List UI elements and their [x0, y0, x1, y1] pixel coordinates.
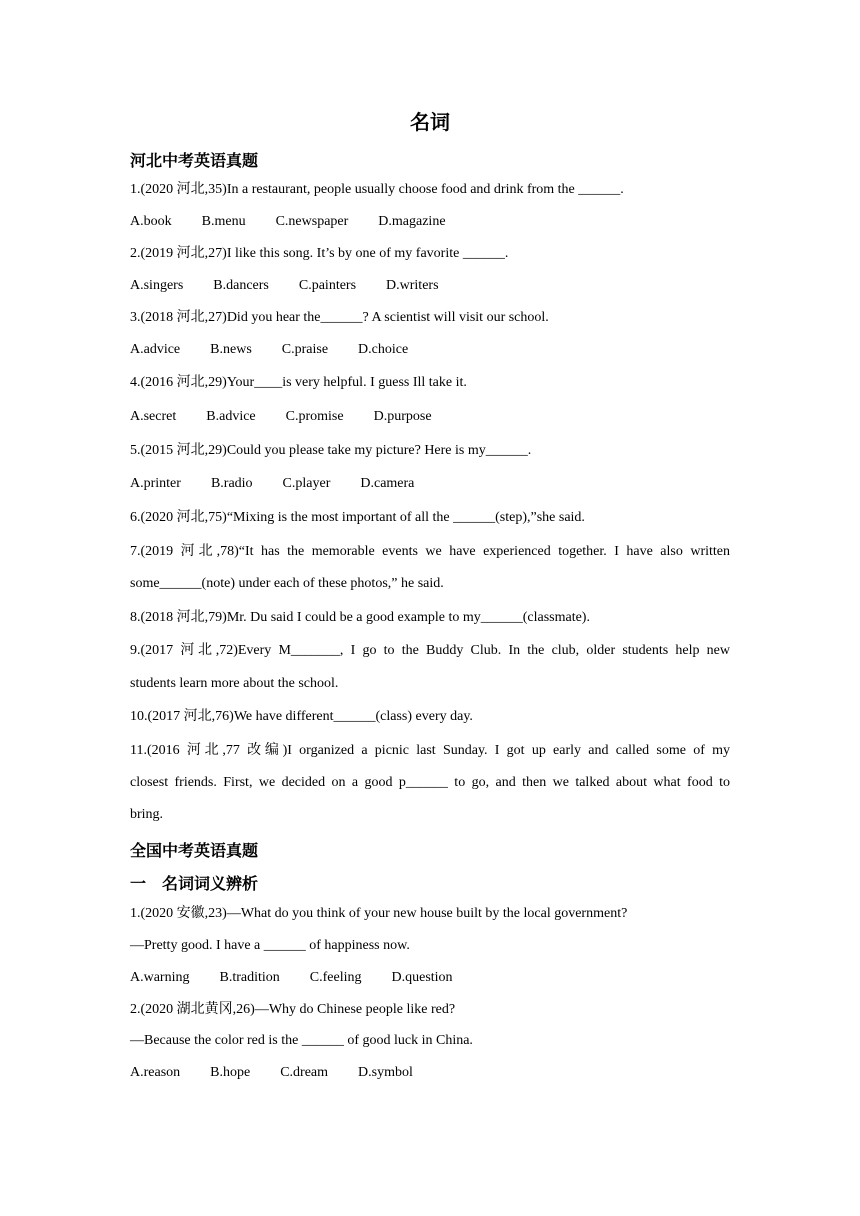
option: D.choice	[358, 342, 409, 357]
options-row	[130, 1064, 730, 1082]
options-row	[130, 408, 730, 426]
options-row	[130, 213, 730, 231]
option: C.newspaper	[275, 214, 349, 229]
option: B.tradition	[219, 970, 280, 985]
question-text: 10.(2017 河北,76)We have different______(class) every day.	[130, 709, 473, 724]
question-text: 4.(2016 河北,29)Your____is very helpful. I guess Ill take it.	[130, 375, 467, 390]
option: C.promise	[285, 409, 344, 424]
section-heading-national: 全国中考英语真题	[130, 841, 259, 860]
question-text: 3.(2018 河北,27)Did you hear the______? A scientist will visit our school.	[130, 310, 549, 325]
option: D.purpose	[373, 409, 432, 424]
question-text: 11.(2016 河北,77 改编)I organized a picnic last Sunday. I got up early and called some of my	[130, 743, 730, 758]
dialogue-line: —Because the color red is the ______ of good luck in China.	[130, 1033, 473, 1048]
dialogue-line: —Pretty good. I have a ______ of happiness now.	[130, 938, 410, 953]
question-text-continued: bring.	[130, 807, 164, 822]
option: D.camera	[360, 476, 415, 491]
question-text: 1.(2020 河北,35)In a restaurant, people usually choose food and drink from the ______.	[130, 182, 624, 197]
question-text: 2.(2020 湖北黄冈,26)—Why do Chinese people like red?	[130, 1002, 456, 1017]
question-text: 6.(2020 河北,75)“Mixing is the most important of all the ______(step),”she said.	[130, 510, 585, 525]
options-row	[130, 475, 730, 493]
option: A.warning	[130, 970, 190, 985]
question-text-continued: some______(note) under each of these photos,” he said.	[130, 576, 444, 591]
option: A.advice	[130, 342, 181, 357]
question-text: 1.(2020 安徽,23)—What do you think of your new house built by the local government?	[130, 906, 628, 921]
option: A.book	[130, 214, 172, 229]
option: D.symbol	[358, 1065, 413, 1080]
option: B.news	[210, 342, 252, 357]
page-title: 名词	[410, 110, 450, 134]
option: A.secret	[130, 409, 177, 424]
question-text-continued: closest friends. First, we decided on a good p______ to go, and then we talked about what food to	[130, 775, 730, 790]
options-row	[130, 969, 730, 987]
option: B.hope	[210, 1065, 251, 1080]
section-heading-hebei: 河北中考英语真题	[130, 151, 259, 170]
option: D.writers	[386, 278, 439, 293]
option: B.menu	[201, 214, 246, 229]
option: A.singers	[130, 278, 184, 293]
subsection-heading: 一 名词词义辨析	[130, 874, 259, 893]
options-row	[130, 341, 730, 359]
option: C.painters	[298, 278, 357, 293]
options-row	[130, 277, 730, 295]
option: C.player	[282, 476, 331, 491]
question-text: 5.(2015 河北,29)Could you please take my picture? Here is my______.	[130, 443, 532, 458]
option: C.praise	[281, 342, 329, 357]
question-text: 8.(2018 河北,79)Mr. Du said I could be a good example to my______(classmate).	[130, 610, 590, 625]
option: D.magazine	[378, 214, 446, 229]
option: B.radio	[210, 476, 253, 491]
question-text: 9.(2017 河北,72)Every M_______, I go to the Buddy Club. In the club, older students help new	[130, 643, 730, 658]
option: C.feeling	[309, 970, 362, 985]
option: A.reason	[130, 1065, 181, 1080]
option: C.dream	[280, 1065, 329, 1080]
option: B.advice	[206, 409, 256, 424]
option: D.question	[391, 970, 453, 985]
option: B.dancers	[213, 278, 269, 293]
question-text: 7.(2019 河北,78)“It has the memorable events we have experienced together. I have also written	[130, 544, 730, 559]
question-text-continued: students learn more about the school.	[130, 676, 339, 691]
option: A.printer	[130, 476, 181, 491]
question-text: 2.(2019 河北,27)I like this song. It’s by one of my favorite ______.	[130, 246, 509, 261]
